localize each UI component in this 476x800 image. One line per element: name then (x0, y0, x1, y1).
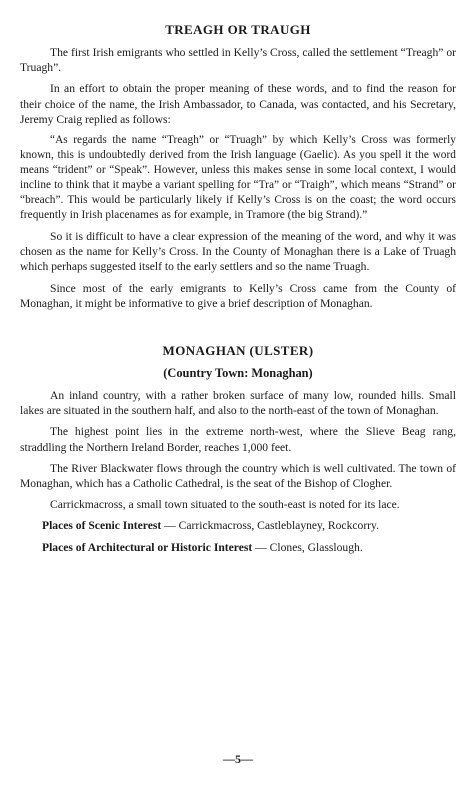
scenic-interest-label: Places of Scenic Interest (42, 519, 162, 533)
historic-interest-paragraph (20, 540, 456, 555)
paragraph: Carrickmacross, a small town situated to the south-east is noted for its lace. (50, 498, 400, 512)
scenic-interest-paragraph (20, 518, 456, 533)
historic-interest-text: — Clones, Glasslough. (252, 540, 363, 554)
section-treagh (20, 22, 456, 311)
paragraph: The first Irish emigrants who settled in Kelly’s Cross, called the settlement “Treagh” or Truagh”. (20, 46, 456, 75)
scenic-interest-text: — Carrickmacross, Castleblayney, Rockcorry. (161, 519, 379, 533)
section-title: MONAGHAN (ULSTER) (162, 343, 314, 359)
paragraph: So it is difficult to have a clear expression of the meaning of the word, and why it was chosen as the name for Kelly’s Cross. In the County of Monaghan there is a Lake of Truagh which perhaps suggested itself to the early settlers and so the name Truagh. (20, 230, 456, 274)
section-monaghan (20, 343, 456, 555)
paragraph: Since most of the early emigrants to Kelly’s Cross came from the County of Monaghan, it might be informative to give a brief description of Monaghan. (20, 281, 456, 310)
historic-interest-label: Places of Architectural or Historic Interest (42, 540, 253, 554)
section-title: TREAGH OR TRAUGH (165, 22, 311, 37)
section-subtitle: (Country Town: Monaghan) (163, 366, 313, 381)
paragraph: The highest point lies in the extreme north-west, where the Slieve Beag rang, straddling the Northern Ireland Border, reaches 1,000 feet. (20, 425, 456, 454)
paragraph: An inland country, with a rather broken surface of many low, rounded hills. Small lakes are situated in the southern half, and also to the north-east of the town of Monaghan. (20, 389, 456, 418)
quoted-reply: “As regards the name “Treagh” or “Truagh” by which Kelly’s Cross was formerly known, this is undoubtedly derived from the Irish language (Gaelic). As you spell it the word means “trident” or “Speak”. However, unless this makes sense in some local context, I would incline to think that it maybe a variant spelling for “Tra” or “Traigh”, which means “Strand” or “breach”. This would be particularly likely if Kelly’s Cross is on the coast; the word occurs frequently in Irish placenames as for example, in Tramore (the big Strand).” (20, 134, 456, 222)
paragraph: The River Blackwater flows through the country which is well cultivated. The town of Monaghan, which has a Catholic Cathedral, is the seat of the Bishop of Clogher. (20, 461, 456, 491)
paragraph: In an effort to obtain the proper meaning of these words, and to find the reason for their choice of the name, the Irish Ambassador, to Canada, was contacted, and his Secretary, Jeremy Craig replied as follows: (20, 82, 456, 126)
page-number: —5— (223, 752, 253, 766)
